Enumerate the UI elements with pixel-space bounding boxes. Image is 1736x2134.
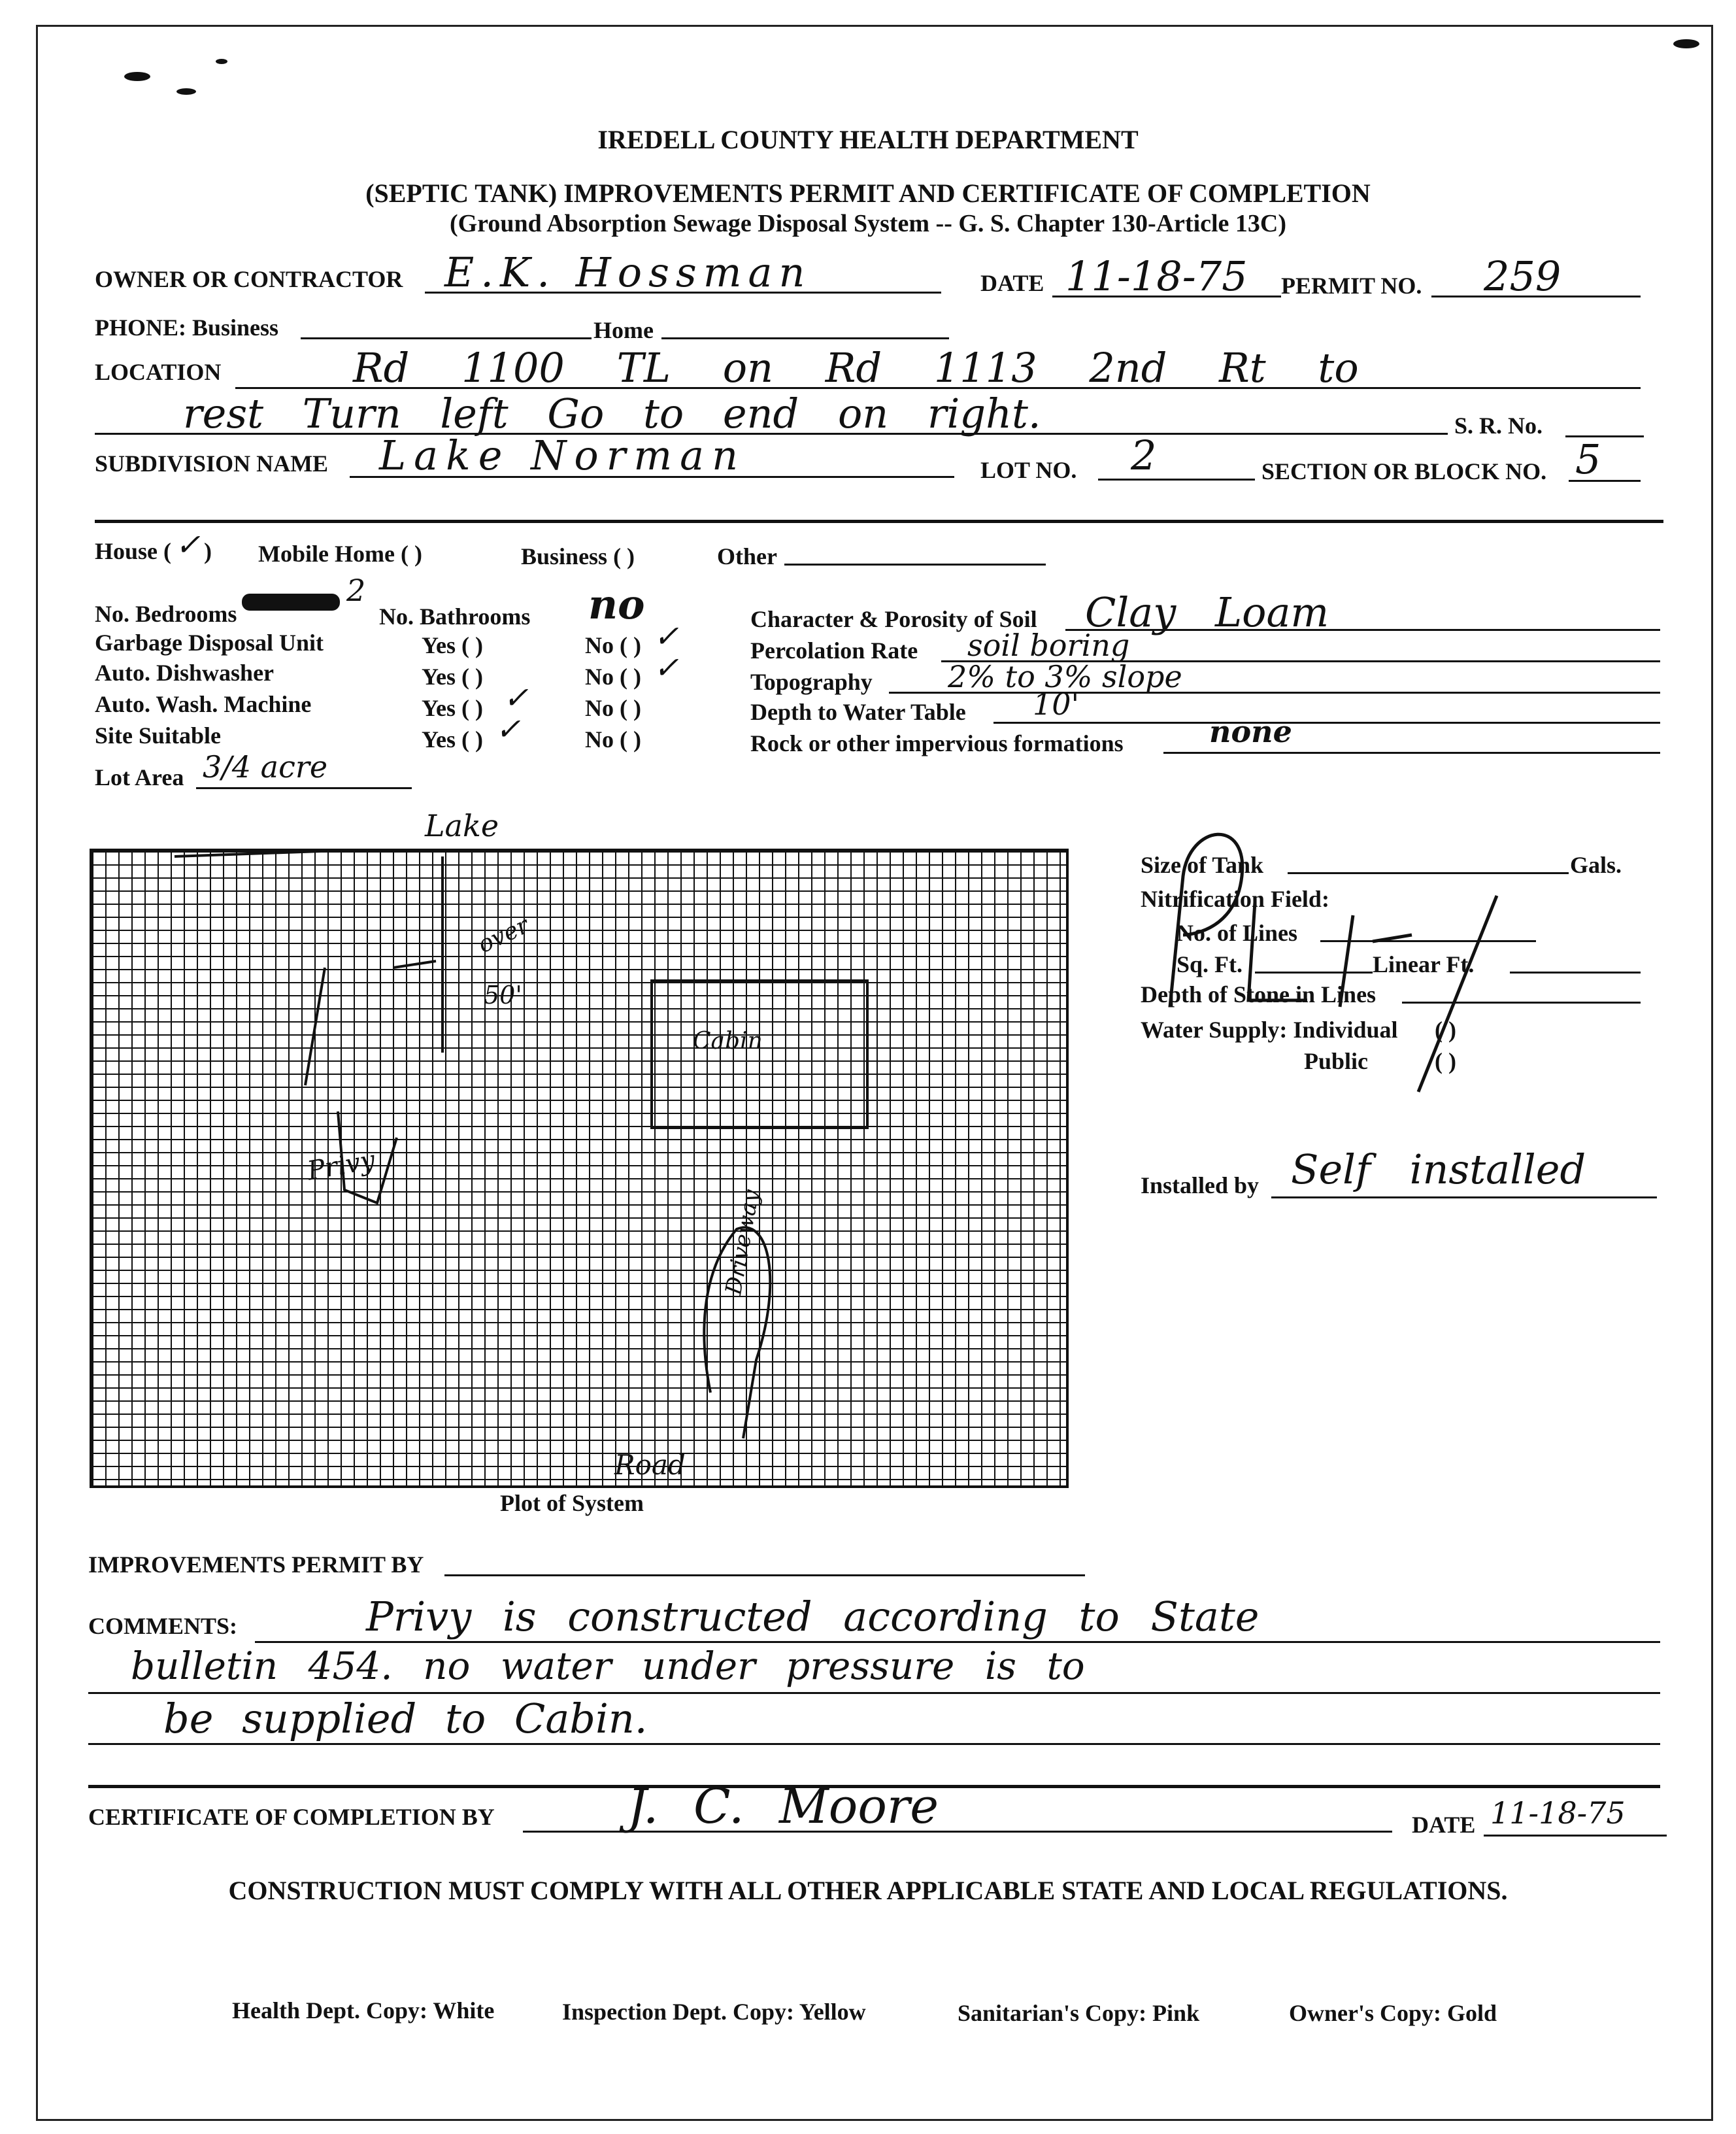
house-check[interactable]: ✓	[175, 527, 201, 562]
location-line-1-value[interactable]: Rd 1100 TL on Rd 1113 2nd Rt to	[353, 344, 1359, 392]
garbage-yes[interactable]: Yes ( )	[422, 632, 483, 658]
comments-line-3	[88, 1743, 1660, 1745]
business-label[interactable]: Business ( )	[521, 543, 635, 569]
inspection-copy-label: Inspection Dept. Copy: Yellow	[562, 1999, 866, 2025]
permit-by-line	[444, 1574, 1085, 1576]
water-public-label: Public	[1304, 1048, 1369, 1074]
plot-driveway-label: Driveway	[720, 1187, 765, 1297]
tank-gals-label: Gals.	[1570, 852, 1622, 878]
owner-value[interactable]: E.K. Hossman	[444, 248, 812, 296]
permit-by-label: IMPROVEMENTS PERMIT BY	[88, 1551, 424, 1578]
comments-line-2-value[interactable]: bulletin 454. no water under pressure is to	[131, 1644, 1085, 1688]
sr-no-label: S. R. No.	[1454, 413, 1543, 439]
not-applicable-scribble	[1157, 811, 1562, 1098]
permit-label: PERMIT NO.	[1281, 273, 1422, 299]
water-public-option[interactable]: ( )	[1435, 1048, 1456, 1074]
over-arrow	[393, 961, 436, 968]
garbage-no[interactable]: No ( )	[585, 632, 641, 658]
water-table-value[interactable]: 10'	[1033, 686, 1080, 722]
comments-line-2	[88, 1692, 1660, 1694]
owner-copy-label: Owner's Copy: Gold	[1289, 2000, 1497, 2026]
lot-no-line	[1098, 479, 1255, 481]
tank-size-label: Size of Tank	[1141, 852, 1264, 878]
topography-label: Topography	[750, 669, 873, 695]
lot-no-label: LOT NO.	[980, 457, 1077, 483]
water-supply-label: Water Supply: Individual	[1141, 1017, 1398, 1043]
certificate-date-line	[1484, 1835, 1667, 1837]
washer-label: Auto. Wash. Machine	[95, 691, 312, 717]
dishwasher-no[interactable]: No ( )	[585, 664, 641, 690]
plot-over-label: over	[474, 911, 533, 959]
form-title: (SEPTIC TANK) IMPROVEMENTS PERMIT AND CERTIFICATE OF COMPLETION	[365, 178, 1371, 208]
washer-no[interactable]: No ( )	[585, 695, 641, 721]
house-close: )	[204, 538, 212, 564]
topography-value[interactable]: 2% to 3% slope	[948, 659, 1182, 694]
other-label: Other	[717, 543, 777, 569]
comments-line-1	[255, 1641, 1660, 1643]
plot-sketch	[90, 771, 1083, 1504]
rock-label: Rock or other impervious formations	[750, 730, 1124, 756]
scan-speck	[176, 88, 196, 95]
section-divider	[95, 520, 1663, 523]
lines-label: No. of Lines	[1177, 920, 1298, 946]
location-line-2-value[interactable]: rest Turn left Go to end on right.	[183, 390, 1041, 437]
sqft-label: Sq. Ft.	[1177, 951, 1243, 977]
dishwasher-yes[interactable]: Yes ( )	[422, 664, 483, 690]
certificate-date-value[interactable]: 11-18-75	[1490, 1795, 1626, 1831]
certificate-signature: J. C. Moore	[627, 1778, 939, 1835]
form-subtitle: (Ground Absorption Sewage Disposal System -- G. S. Chapter 130-Article 13C)	[449, 210, 1287, 237]
phone-business-label: PHONE: Business	[95, 314, 279, 341]
stone-depth-label: Depth of Stone in Lines	[1141, 981, 1377, 1008]
section-value[interactable]: 5	[1575, 435, 1601, 483]
linear-ft-label: Linear Ft.	[1373, 951, 1475, 977]
site-yes-check: ✓	[495, 711, 521, 747]
washer-yes[interactable]: Yes ( )	[422, 695, 483, 721]
health-copy-label: Health Dept. Copy: White	[232, 1997, 495, 2024]
perc-rate-label: Percolation Rate	[750, 637, 918, 664]
water-individual-option[interactable]: ( )	[1435, 1017, 1456, 1043]
phone-business-line	[301, 337, 592, 339]
compliance-notice: CONSTRUCTION MUST COMPLY WITH ALL OTHER APPLICABLE STATE AND LOCAL REGULATIONS.	[228, 1876, 1508, 1905]
scan-speck	[124, 72, 150, 81]
bathrooms-value[interactable]: no	[588, 581, 645, 628]
plot-caption: Plot of System	[500, 1490, 644, 1516]
lot-area-label: Lot Area	[95, 764, 184, 790]
plot-road-label: Road	[614, 1449, 686, 1481]
date-label: DATE	[980, 270, 1044, 296]
rock-value[interactable]: none	[1209, 714, 1292, 749]
plot-lake-label: Lake	[425, 808, 499, 843]
subdivision-label: SUBDIVISION NAME	[95, 450, 329, 477]
sanitarian-copy-label: Sanitarian's Copy: Pink	[958, 2000, 1200, 2026]
house-label: House (	[95, 538, 171, 564]
bathrooms-label: No. Bathrooms	[379, 603, 531, 630]
plot-privy-label: Privy	[305, 1145, 378, 1187]
owner-label: OWNER OR CONTRACTOR	[95, 266, 403, 292]
soil-character-value[interactable]: Clay Loam	[1085, 588, 1329, 636]
section-label: SECTION OR BLOCK NO.	[1261, 458, 1547, 484]
nitrification-label: Nitrification Field:	[1141, 886, 1329, 912]
plot-cabin-label: Cabin	[693, 1028, 763, 1055]
water-table-label: Depth to Water Table	[750, 699, 966, 725]
phone-home-line	[661, 337, 949, 339]
soil-character-label: Character & Porosity of Soil	[750, 606, 1037, 632]
mobile-home-label[interactable]: Mobile Home ( )	[258, 541, 422, 567]
comments-line-3-value[interactable]: be supplied to Cabin.	[163, 1695, 648, 1742]
permit-value[interactable]: 259	[1484, 252, 1561, 300]
bedrooms-value[interactable]: 2	[346, 573, 366, 608]
perc-rate-value[interactable]: soil boring	[967, 628, 1130, 663]
other-line	[784, 564, 1046, 566]
water-table-line	[993, 722, 1660, 724]
certificate-date-label: DATE	[1412, 1812, 1476, 1838]
comments-line-1-value[interactable]: Privy is constructed according to State	[366, 1593, 1260, 1640]
dishwasher-label: Auto. Dishwasher	[95, 660, 275, 686]
site-no[interactable]: No ( )	[585, 726, 641, 753]
certificate-label: CERTIFICATE OF COMPLETION BY	[88, 1804, 495, 1830]
installed-by-value[interactable]: Self installed	[1291, 1145, 1586, 1193]
garbage-label: Garbage Disposal Unit	[95, 630, 324, 656]
dishwasher-no-check: ✓	[654, 650, 679, 685]
garbage-no-check: ✓	[654, 618, 679, 654]
scan-speck	[216, 59, 227, 64]
comments-label: COMMENTS:	[88, 1613, 237, 1639]
date-value[interactable]: 11-18-75	[1065, 252, 1248, 300]
rock-line	[1163, 752, 1660, 754]
bedrooms-label: No. Bedrooms	[95, 601, 237, 627]
site-yes[interactable]: Yes ( )	[422, 726, 483, 753]
scan-speck	[1673, 39, 1699, 48]
plot-over-distance: 50'	[484, 981, 522, 1009]
site-suitable-label: Site Suitable	[95, 722, 222, 749]
installed-by-label: Installed by	[1141, 1172, 1260, 1198]
lot-no-value[interactable]: 2	[1131, 432, 1157, 479]
lake-line	[175, 850, 358, 856]
phone-home-label: Home	[593, 317, 654, 343]
subdivision-value[interactable]: Lake Norman	[379, 432, 746, 479]
location-label: LOCATION	[95, 359, 222, 385]
installed-by-line	[1271, 1196, 1657, 1198]
scribble-mark	[242, 594, 340, 611]
department-heading: IREDELL COUNTY HEALTH DEPARTMENT	[597, 125, 1139, 154]
lot-area-value[interactable]: 3/4 acre	[203, 749, 328, 785]
washer-check: ✓	[503, 680, 529, 715]
